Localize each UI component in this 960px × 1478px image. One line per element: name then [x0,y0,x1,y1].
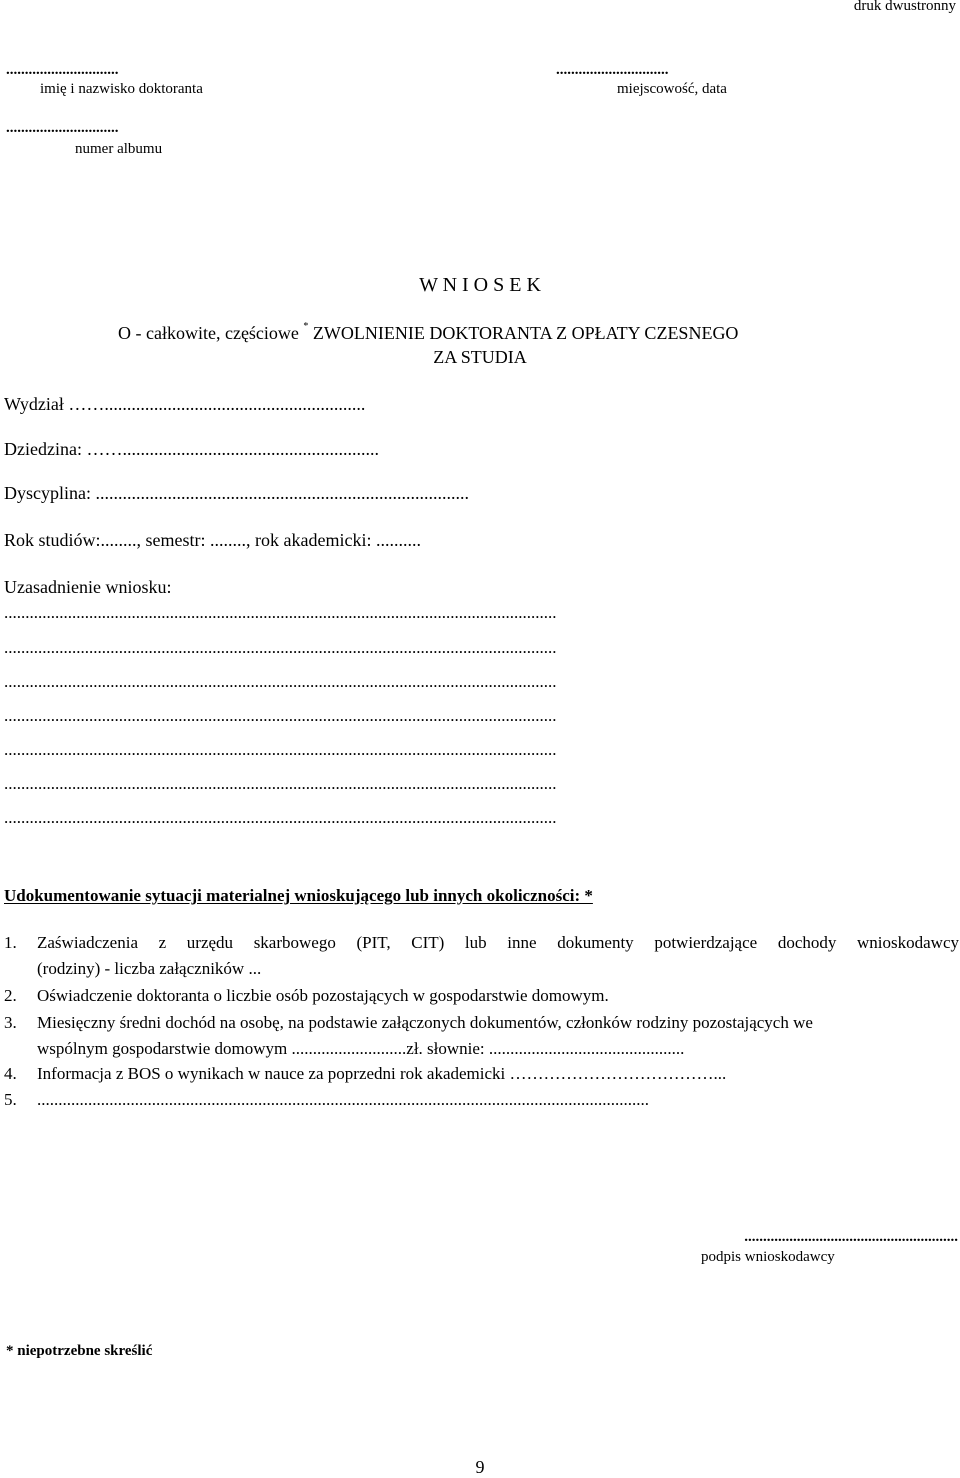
page-number: 9 [475,1457,485,1477]
wydzial-field [4,394,365,415]
uzasadnienie-line: .................................................................................................................................. [4,603,557,622]
dziedzina-dots: ……......................................................... [86,439,379,459]
name-dots: .............................. [6,62,119,78]
title-line-1 [118,323,738,344]
semestr-label: , semestr: [136,530,206,550]
item-3-line-2: wspólnym gospodarstwie domowym ...........................zł. słownie: .............................................. [37,1039,685,1058]
place-date-dots: .............................. [556,62,669,78]
item-5-line-1: ................................................................................................................................................ [37,1090,649,1109]
item-4-number: 4. [4,1064,17,1083]
item-3-number: 3. [4,1013,17,1032]
dyscyplina-dots: ................................................................................... [95,483,469,503]
place-date-label: miejscowość, data [617,81,727,97]
album-dots: .............................. [6,120,119,136]
signature-dots: ......................................................... [744,1229,958,1245]
title-line-1a: O - całkowite, częściowe [118,323,299,343]
dyscyplina-field [4,483,469,504]
dziedzina-label: Dziedzina: [4,439,82,459]
item-2-line-1: Oświadczenie doktoranta o liczbie osób pozostających w gospodarstwie domowym. [37,986,609,1005]
item-1-line-1: Zaświadczenia z urzędu skarbowego (PIT, CIT) lub inne dokumenty potwierdzające dochody wnioskodawcy [37,933,959,952]
uzasadnienie-label: Uzasadnienie wniosku: [4,577,172,597]
wydzial-dots: …….......................................................... [63,394,366,414]
uzasadnienie-line: .................................................................................................................................. [4,638,557,657]
item-1-number: 1. [4,933,17,952]
uzasadnienie-line: .................................................................................................................................. [4,808,557,827]
item-4-line-1: Informacja z BOS o wynikach w nauce za poprzedni rok akademicki ………………………………... [37,1064,727,1083]
title-line-2: ZA STUDIA [433,347,527,367]
dziedzina-field [4,439,379,460]
rok-studiow-dots: ........ [100,530,137,550]
uzasadnienie-line: .................................................................................................................................. [4,706,557,725]
uzasadnienie-line: .................................................................................................................................. [4,740,557,759]
uzasadnienie-line: .................................................................................................................................. [4,672,557,691]
signature-label: podpis wnioskodawcy [701,1249,835,1265]
dyscyplina-label: Dyscyplina: [4,483,91,503]
rok-akademicki-label: , rok akademicki: [246,530,372,550]
rok-akademicki-dots: .......... [375,530,421,550]
title-asterisk: * [303,321,309,332]
uzasadnienie-line: .................................................................................................................................. [4,774,557,793]
title-line-1b: ZWOLNIENIE DOKTORANTA Z OPŁATY CZESNEGO [312,323,739,343]
semestr-dots: ........ [210,530,247,550]
documentation-heading-text: Udokumentowanie sytuacji materialnej wnioskującego lub innych okoliczności: * [4,886,593,905]
rok-studiow-label: Rok studiów: [4,530,101,550]
name-label: imię i nazwisko doktoranta [40,81,203,97]
print-note: druk dwustronny [853,0,956,14]
document-title: W N I O S E K [419,274,541,296]
item-2-number: 2. [4,986,17,1005]
item-3-line-1: Miesięczny średni dochód na osobę, na podstawie załączonych dokumentów, członków rodziny pozostających we [37,1013,813,1032]
item-5-number: 5. [4,1090,17,1109]
wydzial-label: Wydział [4,394,64,414]
footnote: * niepotrzebne skreślić [6,1343,153,1359]
album-label: numer albumu [75,141,163,157]
rok-studiow-field [4,530,421,551]
documentation-heading [4,886,593,906]
item-1-line-2: (rodziny) - liczba załączników ... [37,959,262,978]
